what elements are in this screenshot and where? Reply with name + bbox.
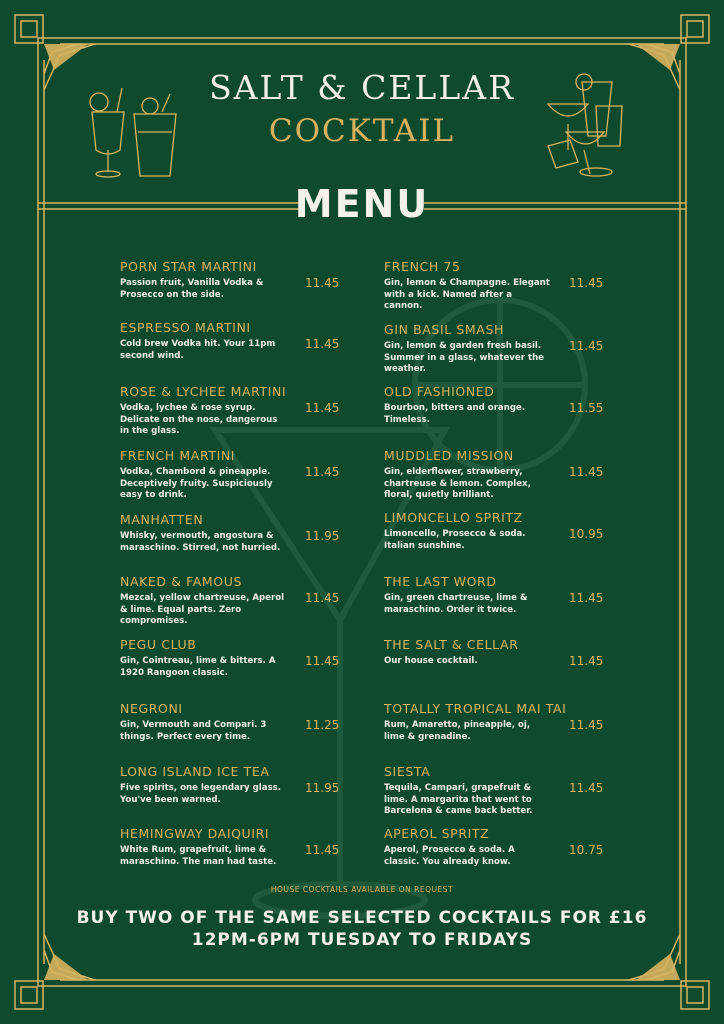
item-price: 11.25 <box>305 718 340 732</box>
item-description: Five spirits, one legendary glass. You've been warned. <box>120 783 282 805</box>
menu-item <box>120 448 350 502</box>
item-description: Gin, elderflower, strawberry, chartreuse & lemon. Complex, floral, quietly brilliant. <box>384 467 531 500</box>
menu-item <box>384 764 614 818</box>
item-price: 10.75 <box>569 843 604 857</box>
menu-item <box>120 826 350 868</box>
item-name: ESPRESSO MARTINI <box>120 320 251 335</box>
menu-item <box>384 448 614 502</box>
menu-item <box>384 701 614 743</box>
item-description: Limoncello, Prosecco & soda. Italian sunshine. <box>384 529 526 551</box>
item-price: 11.45 <box>305 654 340 668</box>
menu-item <box>120 259 350 301</box>
item-description: Vodka, lychee & rose syrup. Delicate on the nose, dangerous in the glass. <box>120 403 278 436</box>
item-name: PEGU CLUB <box>120 637 197 652</box>
item-price: 11.55 <box>569 401 604 415</box>
item-description: Aperol, Prosecco & soda. A classic. You already know. <box>384 845 515 867</box>
offer-line-2: 12PM-6PM TUESDAY TO FRIDAYS <box>191 930 533 950</box>
menu-item <box>384 826 614 868</box>
item-name: GIN BASIL SMASH <box>384 322 504 337</box>
item-description: Tequila, Campari, grapefruit & lime. A margarita that went to Barcelona & came back better. <box>384 783 533 816</box>
menu-item <box>384 259 614 313</box>
item-price: 11.45 <box>305 276 340 290</box>
house-cocktails-note: HOUSE COCKTAILS AVAILABLE ON REQUEST <box>270 885 454 894</box>
item-price: 11.45 <box>569 591 604 605</box>
menu-item <box>120 512 350 554</box>
item-name: ROSE & LYCHEE MARTINI <box>120 384 287 399</box>
item-price: 11.45 <box>305 337 340 351</box>
menu-item <box>120 764 350 806</box>
item-description: Gin, Vermouth and Compari. 3 things. Perfect every time. <box>120 720 267 742</box>
item-price: 11.45 <box>305 843 340 857</box>
item-price: 11.45 <box>569 339 604 353</box>
item-price: 10.95 <box>569 527 604 541</box>
menu-item <box>384 510 614 552</box>
item-price: 11.45 <box>569 718 604 732</box>
brand-name: SALT & CELLAR <box>209 68 515 107</box>
item-name: MANHATTEN <box>120 512 204 527</box>
item-name: LONG ISLAND ICE TEA <box>120 764 270 779</box>
item-name: NAKED & FAMOUS <box>120 574 243 589</box>
item-description: Passion fruit, Vanilla Vodka & Prosecco on the side. <box>120 278 264 300</box>
menu-item <box>120 574 350 628</box>
item-name: LIMONCELLO SPRITZ <box>384 510 523 525</box>
menu-item <box>120 701 350 743</box>
menu-title: MENU <box>294 182 430 226</box>
item-price: 11.45 <box>569 465 604 479</box>
offer-line-1: BUY TWO OF THE SAME SELECTED COCKTAILS FOR £16 <box>76 908 648 928</box>
brand-subtitle: COCKTAIL <box>268 113 456 149</box>
item-description: Gin, lemon & garden fresh basil. Summer in a glass, whatever the weather. <box>384 341 545 374</box>
item-price: 11.95 <box>305 781 340 795</box>
item-name: THE SALT & CELLAR <box>384 637 519 652</box>
item-price: 11.45 <box>569 781 604 795</box>
item-description: Rum, Amaretto, pineapple, oj, lime & grenadine. <box>384 720 531 742</box>
item-description: Vodka, Chambord & pineapple. Deceptively fruity. Suspiciously easy to drink. <box>120 467 273 500</box>
item-price: 11.95 <box>305 529 340 543</box>
menu-item <box>384 574 614 616</box>
item-name: OLD FASHIONED <box>384 384 495 399</box>
item-name: FRENCH MARTINI <box>120 448 236 463</box>
item-price: 11.45 <box>569 654 604 668</box>
item-name: APEROL SPRITZ <box>384 826 490 841</box>
menu-item <box>120 384 350 438</box>
item-name: TOTALLY TROPICAL MAI TAI <box>384 701 567 716</box>
item-description: Mezcal, yellow chartreuse, Aperol & lime. Equal parts. Zero compromises. <box>120 593 285 626</box>
item-description: Bourbon, bitters and orange. Timeless. <box>384 403 526 425</box>
item-description: White Rum, grapefruit, lime & maraschino. The man had taste. <box>120 845 277 867</box>
item-description: Gin, Cointreau, lime & bitters. A 1920 Rangoon classic. <box>120 656 276 678</box>
item-description: Gin, green chartreuse, lime & maraschino. Order it twice. <box>384 593 528 615</box>
item-description: Whisky, vermouth, angostura & maraschino. Stirred, not hurried. <box>120 531 281 553</box>
item-name: SIESTA <box>384 764 431 779</box>
item-name: FRENCH 75 <box>384 259 461 274</box>
item-price: 11.45 <box>305 465 340 479</box>
menu-item <box>384 637 614 668</box>
menu-item <box>120 320 350 362</box>
menu-item <box>384 384 614 426</box>
item-price: 11.45 <box>305 591 340 605</box>
item-price: 11.45 <box>305 401 340 415</box>
item-name: MUDDLED MISSION <box>384 448 514 463</box>
item-name: PORN STAR MARTINI <box>120 259 257 274</box>
item-description: Our house cocktail. <box>384 656 478 666</box>
item-price: 11.45 <box>569 276 604 290</box>
item-name: THE LAST WORD <box>384 574 497 589</box>
menu-item <box>120 637 350 679</box>
item-name: HEMINGWAY DAIQUIRI <box>120 826 270 841</box>
item-description: Gin, lemon & Champagne. Elegant with a kick. Named after a cannon. <box>384 278 550 311</box>
menu-item <box>384 322 614 376</box>
item-description: Cold brew Vodka hit. Your 11pm second wind. <box>120 339 276 361</box>
item-name: NEGRONI <box>120 701 183 716</box>
